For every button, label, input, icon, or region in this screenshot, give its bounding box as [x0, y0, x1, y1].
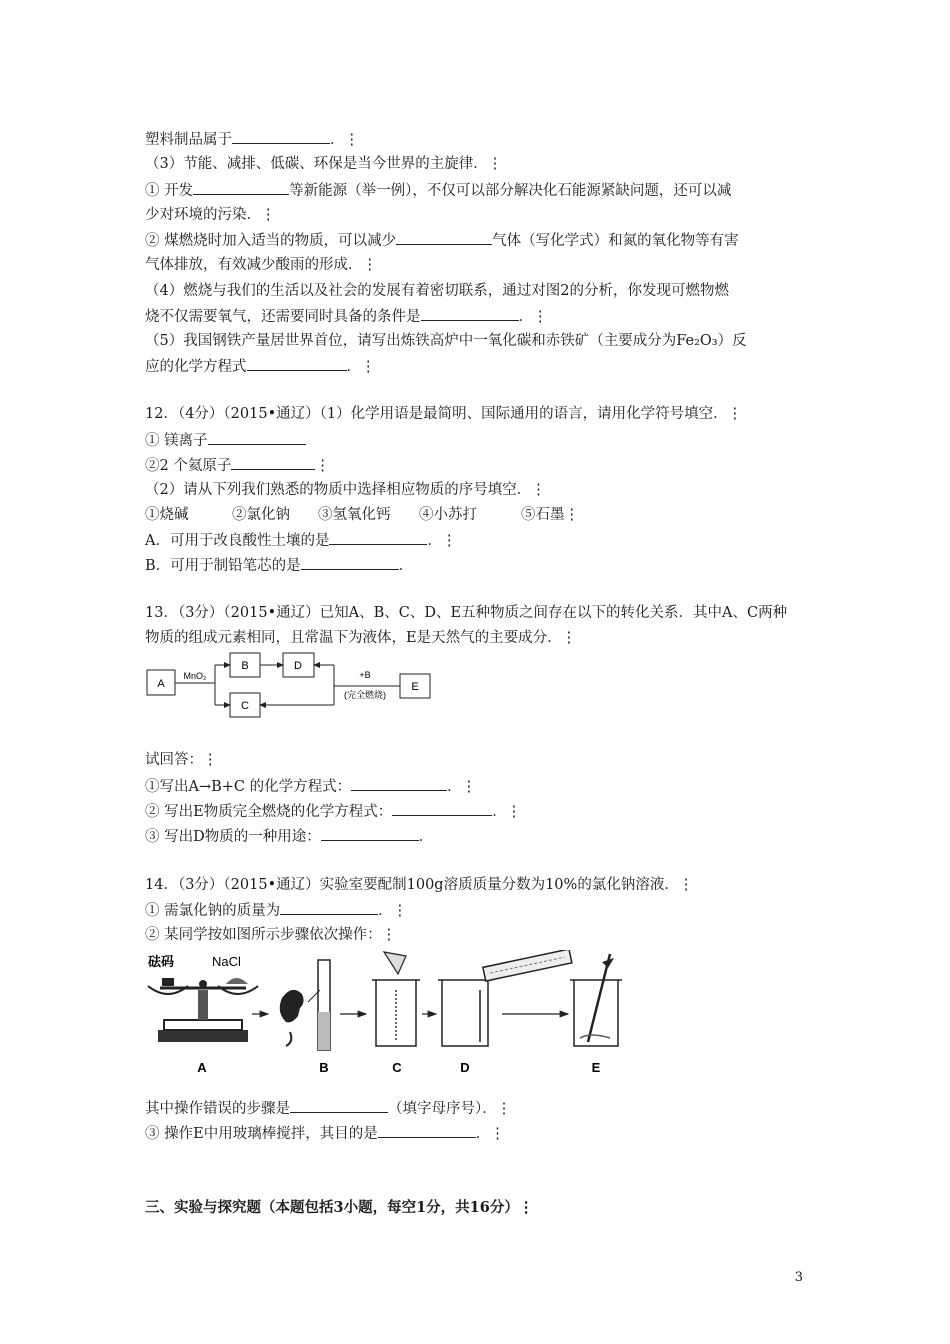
q14-sub-3: 其中操作错误的步骤是 （填字母序号）．⋮ — [145, 1098, 511, 1119]
q11-line-8: 烧不仅需要氧气，还需要同时具备的条件是 ．⋮ — [145, 306, 548, 327]
q12-a: A．可用于改良酸性土壤的是 ．⋮ — [145, 530, 456, 551]
answer-blank — [321, 826, 419, 841]
beaker-c-illustration — [372, 952, 420, 1046]
label-c: C — [241, 700, 249, 712]
answer-blank — [329, 530, 427, 545]
q11-line-9: （5）我国钢铁产量居世界首位，请写出炼铁高炉中一氧化碳和赤铁矿（主要成分为Fe₂O₃）反 — [145, 333, 747, 349]
label-e: E — [411, 681, 419, 693]
label-burn: (完全燃烧) — [344, 690, 386, 700]
answer-blank — [247, 356, 347, 371]
q12-b: B．可用于制铅笔芯的是 ． — [145, 555, 413, 576]
answer-blank — [280, 900, 378, 915]
answer-blank — [351, 776, 447, 791]
label-b: B — [241, 660, 249, 672]
step-label-c: C — [392, 1060, 402, 1075]
answer-blank — [290, 1098, 388, 1113]
page-number: 3 — [794, 1270, 803, 1285]
option-4: ④小苏打 — [419, 507, 477, 523]
q13-sub-1: ①写出A→B+C 的化学方程式： ．⋮ — [145, 776, 476, 797]
step-label-b: B — [319, 1060, 329, 1075]
cylinder-reading-illustration — [280, 960, 330, 1050]
answer-blank — [392, 801, 492, 816]
q11-line-5: ② 煤燃烧时加入适当的物质，可以减少 气体（写化学式）和氮的氧化物等有害 — [145, 230, 739, 251]
q11-line-10: 应的化学方程式 ．⋮ — [145, 356, 376, 377]
q13-try: 试回答：⋮ — [145, 752, 218, 768]
q14-sub-4: ③ 操作E中用玻璃棒搅拌，其目的是 ．⋮ — [145, 1123, 505, 1144]
section-3-heading: 三、实验与探究题（本题包括3小题，每空1分，共16分）⋮ — [145, 1199, 534, 1216]
answer-blank — [378, 1123, 476, 1138]
q12-sub-3: （2）请从下列我们熟悉的物质中选择相应物质的序号填空．⋮ — [145, 482, 546, 498]
q11-line-6: 气体排放，有效减少酸雨的形成．⋮ — [145, 257, 377, 273]
option-5: ⑤石墨⋮ — [521, 507, 579, 523]
answer-blank — [301, 555, 399, 570]
balance-illustration — [148, 978, 258, 1042]
label-catalyst: MnO₂ — [183, 671, 207, 681]
q13-line-2: 物质的组成元素相同，且常温下为液体，E是天然气的主要成分．⋮ — [145, 630, 577, 646]
answer-blank — [396, 230, 492, 245]
q11-line-4: 少对环境的污染．⋮ — [145, 207, 276, 223]
answer-blank — [208, 430, 306, 445]
beaker-e-illustration — [570, 954, 622, 1046]
q11-line-2: （3）节能、减排、低碳、环保是当今世界的主旋律．⋮ — [145, 156, 503, 172]
q14-procedure-figure — [140, 950, 640, 1080]
label-nacl: NaCl — [212, 954, 241, 969]
answer-blank — [421, 306, 519, 321]
answer-blank — [193, 180, 289, 195]
q13-sub-3: ③ 写出D物质的一种用途： ． — [145, 826, 433, 847]
beaker-d-illustration — [438, 950, 572, 1046]
q13-conversion-diagram — [140, 648, 440, 723]
answer-blank — [232, 129, 330, 144]
step-label-d: D — [460, 1060, 470, 1075]
q14-sub-1: ① 需氯化钠的质量为 ．⋮ — [145, 900, 407, 921]
option-1: ①烧碱 — [145, 507, 189, 523]
option-2: ②氯化钠 — [232, 507, 290, 523]
q11-line-3: ① 开发 等新能源（举一例），不仅可以部分解决化石能源紧缺问题，还可以减 — [145, 180, 731, 201]
q13-sub-2: ② 写出E物质完全燃烧的化学方程式： ．⋮ — [145, 801, 521, 822]
label-d: D — [294, 660, 302, 672]
label-weights: 砝码 — [148, 954, 175, 969]
q14-sub-2: ② 某同学按如图所示步骤依次操作：⋮ — [145, 927, 397, 943]
q12-sub-1: ① 镁离子 — [145, 430, 306, 451]
step-label-a: A — [197, 1060, 207, 1075]
label-a: A — [157, 678, 165, 690]
q13-title: 13．（3分）（2015•通辽）已知A、B、C、D、E五种物质之间存在以下的转化关系．其中A、C两种 — [145, 605, 788, 621]
label-plus-b: +B — [359, 670, 371, 680]
q12-title: 12．（4分）（2015•通辽）（1）化学用语是最简明、国际通用的语言，请用化学符号填空．⋮ — [145, 406, 743, 422]
step-label-e: E — [591, 1060, 601, 1075]
q11-line-7: （4）燃烧与我们的生活以及社会的发展有着密切联系，通过对图2的分析，你发现可燃物燃 — [145, 283, 729, 299]
answer-blank — [231, 455, 315, 470]
q14-title: 14．（3分）（2015•通辽）实验室要配制100g溶质质量分数为10%的氯化钠溶液．⋮ — [145, 877, 694, 893]
option-3: ③氢氧化钙 — [318, 507, 391, 523]
q12-sub-2: ②2 个氦原子 ⋮ — [145, 455, 330, 476]
q11-line-1: 塑料制品属于 ．⋮ — [145, 129, 359, 150]
